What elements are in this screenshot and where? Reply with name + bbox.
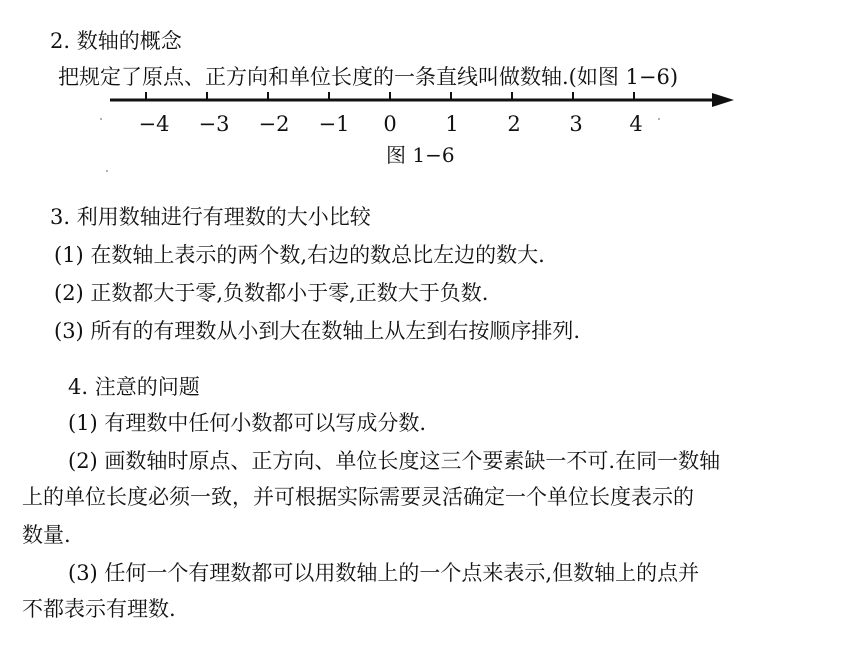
scan-speck (106, 170, 108, 172)
number-line-definition: 把规定了原点、正方向和单位长度的一条直线叫做数轴.(如图 1−6) (58, 65, 679, 89)
section-2-title: 2. 数轴的概念 (50, 29, 182, 53)
section-3-item: (2) 正数都大于零,负数都小于零,正数大于负数. (54, 281, 489, 305)
scan-speck (658, 118, 660, 120)
section-3-item: (3) 所有的有理数从小到大在数轴上从左到右按顺序排列. (54, 319, 581, 343)
section-4-item-3-line-1: (3) 任何一个有理数都可以用数轴上的一个点来表示,但数轴上的点并 (68, 561, 700, 585)
section-4-item-2-line-2: 上的单位长度必须一致，并可根据实际需要灵活确定一个单位长度表示的 (22, 485, 694, 509)
section-3-item: (1) 在数轴上表示的两个数,右边的数总比左边的数大. (54, 243, 545, 267)
tick-label: 2 (507, 112, 521, 136)
tick-label: −3 (198, 112, 230, 136)
number-line-arrow-icon (712, 93, 734, 107)
scan-speck (100, 118, 102, 120)
tick-label: −2 (258, 112, 290, 136)
tick-label: 3 (569, 112, 583, 136)
tick-label: −4 (138, 112, 170, 136)
section-4-item-2-line-3: 数量. (22, 523, 71, 547)
tick-label: −1 (318, 112, 350, 136)
tick-label: 4 (629, 112, 643, 136)
tick-label: 1 (445, 112, 459, 136)
section-4-item-3-line-2: 不都表示有理数. (22, 597, 176, 621)
tick-label: 0 (383, 112, 397, 136)
section-3-title: 3. 利用数轴进行有理数的大小比较 (50, 205, 371, 229)
figure-caption: 图 1−6 (386, 143, 455, 167)
section-4-item-1: (1) 有理数中任何小数都可以写成分数. (68, 411, 427, 435)
section-4-title: 4. 注意的问题 (68, 375, 200, 399)
section-4-item-2-line-1: (2) 画数轴时原点、正方向、单位长度这三个要素缺一不可.在同一数轴 (68, 449, 721, 473)
